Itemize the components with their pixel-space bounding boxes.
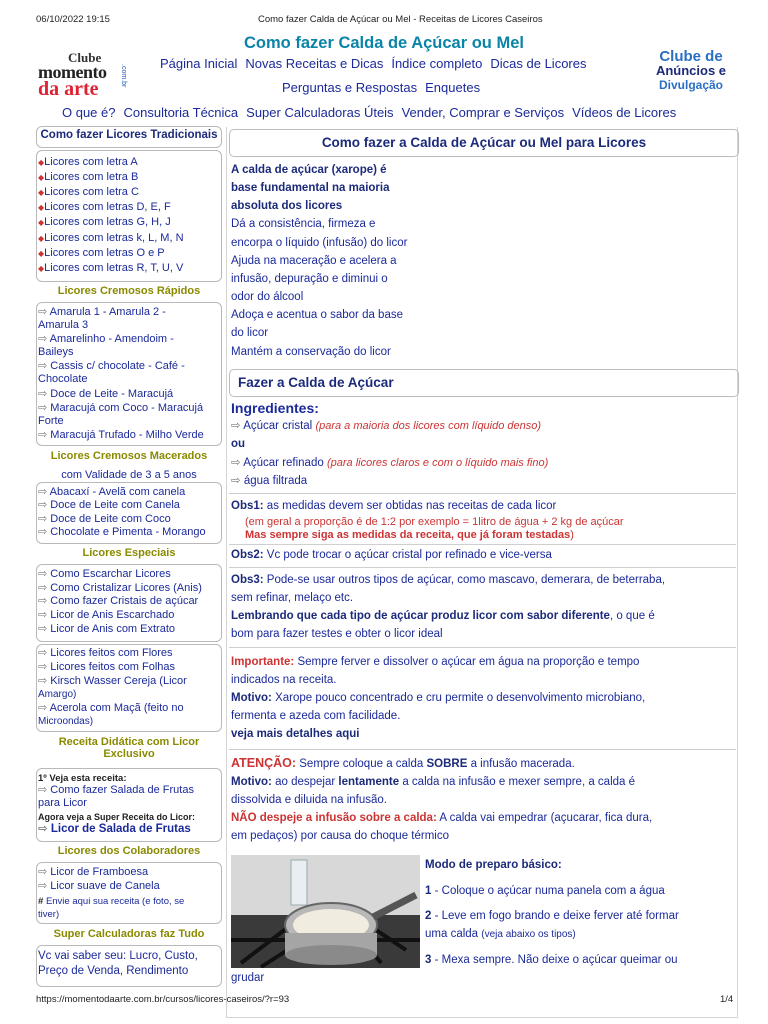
sidebar-calc-title: Super Calculadoras faz Tudo (53, 928, 205, 940)
sidebar-item-flores[interactable] (38, 647, 173, 660)
sidebar-item-label: Licores com letras O e P (44, 247, 165, 259)
motivo2-lentamente: lentamente (338, 776, 400, 788)
step-3-line2: grudar (231, 972, 265, 984)
sidebar-item-escarchar[interactable] (38, 568, 171, 581)
sidebar-item-label: Como Cristalizar Licores (Anis) (50, 582, 202, 594)
sidebar-item-label: Microondas) (38, 716, 94, 727)
obs3-text: Pode-se usar outros tipos de açúcar, como mascavo, demerara, de beterraba, (266, 574, 666, 586)
nao-despeje (231, 810, 652, 827)
arrow-right-icon: ⇨ (38, 306, 50, 318)
sidebar-item-label: Licor de Anis com Extrato (50, 623, 176, 635)
sidebar-item-label: Licor suave de Canela (50, 880, 160, 892)
intro-line: Ajuda na maceração e acelera a (231, 255, 397, 267)
arrow-right-icon: ⇨ (38, 784, 51, 796)
obs1-emphasis: Mas sempre siga as medidas da receita, que já foram testadas) (245, 529, 574, 541)
intro-line: do licor (231, 327, 269, 339)
nav-link-about[interactable]: O que é? (62, 105, 116, 120)
section-header-calda: Fazer a Calda de Açúcar (229, 369, 739, 397)
arrow-right-icon: ⇨ (38, 647, 51, 659)
sidebar-item-label: Forte (38, 415, 64, 427)
main-header-title: Como fazer a Calda de Açúcar ou Mel para Licores (229, 129, 739, 157)
sidebar-cremosos-rapidos-title: Licores Cremosos Rápidos (57, 285, 201, 297)
sidebar-traditional-title[interactable]: Como fazer Licores Tradicionais (40, 129, 218, 141)
sidebar-item-label: Licores com letras G, H, J (44, 216, 171, 228)
importante-text: Sempre ferver e dissolver o açúcar em água na proporção e tempo (297, 656, 640, 668)
sidebar-item-label: Doce de Leite com Canela (50, 499, 180, 511)
nav-row-2 (282, 80, 488, 95)
print-datetime: 06/10/2022 19:15 (36, 14, 110, 25)
nav-link-index[interactable]: Índice completo (391, 56, 483, 71)
sidebar-item-label: Amarula 1 - Amarula 2 - (49, 306, 166, 318)
atencao-label: ATENÇÃO: (231, 756, 297, 770)
step-text: uma calda (425, 928, 479, 940)
sidebar-item-label: Amargo) (38, 689, 77, 700)
nav-row-3 (62, 105, 684, 120)
arrow-right-icon: ⇨ (231, 475, 244, 487)
lembrando-bold: Lembrando que cada tipo de açúcar produz licor com sabor diferente (231, 610, 610, 622)
ingredients-title: Ingredientes: (231, 400, 319, 416)
sidebar-item-letters-op[interactable] (38, 247, 165, 260)
sidebar-item-label: Chocolate (38, 373, 88, 385)
sidebar-item-label: Amarula 3 (38, 319, 89, 331)
bullet-icon: ◆ (38, 158, 45, 167)
sidebar-item-folhas[interactable] (38, 661, 175, 674)
atencao-text: Sempre coloque a calda (299, 758, 424, 770)
sidebar-especiais-title: Licores Especiais (82, 547, 176, 559)
motivo2-text: ao despejar (275, 776, 336, 788)
obs1-bold: Mas sempre siga as medidas da receita, que já foram testadas (245, 529, 571, 541)
arrow-right-icon: ⇨ (38, 661, 51, 673)
motivo2-label: Motivo: (231, 776, 272, 788)
ingredient-name: Açúcar cristal (243, 420, 313, 432)
sidebar-item-label: Licores com letra A (44, 156, 138, 168)
step-2-line2 (425, 926, 576, 943)
arrow-right-icon: ⇨ (38, 360, 51, 372)
sidebar-item-abacaxi[interactable] (38, 486, 185, 499)
step-1 (425, 883, 665, 900)
bullet-icon: ◆ (38, 234, 45, 243)
sidebar-item-label: tiver) (38, 909, 60, 920)
sidebar-item-letters-rtuv[interactable] (38, 262, 183, 275)
sidebar-item-label: Maracujá com Coco - Maracujá (50, 402, 204, 414)
site-title[interactable]: Como fazer Calda de Açúcar ou Mel (244, 34, 524, 52)
arrow-right-icon: ⇨ (38, 429, 51, 441)
obs1-text: as medidas devem ser obtidas nas receitas de cada licor (266, 500, 557, 512)
sidebar-item-amarula[interactable] (38, 306, 220, 332)
intro-bold-line3: absoluta dos licores (231, 200, 343, 212)
arrow-right-icon: ⇨ (38, 823, 51, 835)
arrow-right-icon: ⇨ (38, 486, 50, 498)
sidebar-item-licor-salada[interactable] (38, 823, 191, 836)
sidebar-item-maracuja-coco[interactable] (38, 402, 220, 428)
step-2 (425, 908, 679, 925)
motivo2-text-end: a calda na infusão e mexer sempre, a calda é (402, 776, 636, 788)
sidebar-didatica-step1: 1º Veja esta receita: (38, 773, 127, 784)
sidebar-item-anis-extrato[interactable] (38, 623, 175, 636)
sidebar-didatica-title (36, 736, 222, 760)
sidebar-item-label: Amarelinho - Amendoim - (49, 333, 174, 345)
arrow-right-icon: ⇨ (38, 675, 51, 687)
sidebar-item-label: Abacaxí - Avelã com canela (49, 486, 186, 498)
bullet-icon: ◆ (38, 249, 45, 258)
nav-link-videos[interactable]: Vídeos de Licores (572, 105, 677, 120)
nao-despeje-label: NÃO despeje a infusão sobre a calda: (231, 812, 437, 824)
sidebar-item-salada-frutas[interactable] (38, 784, 220, 810)
sidebar-item-chocolate-pimenta[interactable] (38, 526, 206, 539)
divider (229, 544, 736, 545)
nav-link-tips[interactable]: Dicas de Licores (490, 56, 587, 71)
sidebar-item-label: Licores com letras k, L, M, N (44, 232, 184, 244)
intro-line: infusão, depuração e diminui o (231, 273, 388, 285)
logo-clube-text: Clube (68, 50, 102, 65)
step-number: 2 (425, 910, 432, 922)
motivo2 (231, 774, 635, 791)
nav-link-polls[interactable]: Enquetes (425, 80, 481, 95)
sidebar-item-letters-def[interactable] (38, 201, 171, 214)
pan-syrup-photo (231, 855, 420, 968)
sidebar-item-anis-escarchado[interactable] (38, 609, 174, 622)
obs1 (231, 498, 556, 515)
intro-line: odor do álcool (231, 291, 304, 303)
obs3-label: Obs3: (231, 574, 264, 586)
lembrando-rest: , o que é (609, 610, 655, 622)
ingredient-name: água filtrada (243, 475, 308, 487)
sidebar-item-label: Doce de Leite - Maracujá (50, 388, 174, 400)
modo-preparo-title: Modo de preparo básico: (425, 859, 562, 871)
arrow-right-icon: ⇨ (38, 623, 51, 635)
arrow-right-icon: ⇨ (38, 513, 51, 525)
classifieds-logo-line2: Anúncios e (655, 63, 727, 78)
sidebar-item-letter-a[interactable] (38, 156, 138, 169)
sidebar-item-label: Licor de Salada de Frutas (50, 823, 191, 835)
ingredient-or: ou (231, 438, 246, 450)
classifieds-logo-line1: Clube de (659, 48, 723, 65)
nav-link-news[interactable]: Novas Receitas e Dicas (245, 56, 384, 71)
divider (229, 567, 736, 568)
arrow-right-icon: ⇨ (231, 420, 244, 432)
veja-mais-link[interactable]: veja mais detalhes aqui (231, 728, 360, 740)
sidebar-item-letters-ghj[interactable] (38, 216, 171, 229)
sidebar-item-letter-b[interactable] (38, 171, 138, 184)
arrow-right-icon: ⇨ (38, 702, 50, 714)
sidebar-item-label: Baileys (38, 346, 74, 358)
arrow-right-icon: ⇨ (231, 457, 244, 469)
intro-bold-line1: A calda de açúcar (xarope) é (231, 164, 387, 176)
arrow-right-icon: ⇨ (38, 526, 51, 538)
obs3-line2: sem refinar, melaço etc. (231, 592, 354, 604)
classifieds-logo[interactable] (646, 50, 736, 92)
bullet-icon: ◆ (38, 203, 45, 212)
ingredient-acucar-refinado (231, 455, 548, 472)
arrow-right-icon: ⇨ (38, 595, 51, 607)
classifieds-logo-line3: Divulgação (658, 78, 724, 92)
step-text: - Mexa sempre. Não deixe o açúcar queimar ou (434, 954, 678, 966)
sidebar-item-framboesa[interactable] (38, 866, 148, 879)
sidebar-item-label: Como fazer Salada de Frutas (50, 784, 194, 796)
step-number: 1 (425, 885, 432, 897)
sidebar-didatica-title-line1: Receita Didática com Licor (58, 736, 200, 748)
step-note: (veja abaixo os tipos) (481, 929, 576, 940)
obs2-text: Vc pode trocar o açúcar cristal por refinado e vice-versa (266, 549, 552, 561)
atencao (231, 755, 575, 773)
step-3 (425, 952, 678, 969)
step-text: - Leve em fogo brando e deixe ferver até formar (434, 910, 679, 922)
obs3 (231, 572, 665, 589)
sidebar-item-cassis[interactable] (38, 360, 220, 386)
sidebar-item-label: Licores com letra B (44, 171, 139, 183)
sidebar-item-doce-leite-coco[interactable] (38, 513, 171, 526)
intro-line: Dá a consistência, firmeza e (231, 218, 376, 230)
intro-line: Adoça e acentua o sabor da base (231, 309, 403, 321)
motivo-label: Motivo: (231, 692, 272, 704)
sidebar-item-label: Cassis c/ chocolate - Café - (50, 360, 185, 372)
sidebar-item-doce-de-leite[interactable] (38, 388, 220, 401)
arrow-right-icon: ⇨ (38, 609, 51, 621)
sidebar-didatica-step2: Agora veja a Super Receita do Licor: (38, 812, 196, 822)
importante-line2: indicados na receita. (231, 674, 337, 686)
sidebar-item-calc[interactable] (38, 949, 220, 979)
sidebar-didatica-title-line2: Exclusivo (103, 748, 155, 760)
ingredient-acucar-cristal (231, 418, 541, 435)
sidebar-item-label: Licor de Framboesa (50, 866, 149, 878)
sidebar-item-canela[interactable] (38, 880, 160, 893)
arrow-right-icon: ⇨ (38, 880, 51, 892)
intro-bold-line2: base fundamental na maioria (231, 182, 390, 194)
importante (231, 654, 639, 671)
sidebar-item-label: Maracujá Trufado - Milho Verde (50, 429, 204, 441)
step-number: 3 (425, 954, 432, 966)
sidebar-macerados-title: Licores Cremosos Macerados (50, 450, 208, 462)
divider (229, 647, 736, 648)
sidebar-item-kirsch[interactable] (38, 675, 220, 701)
lembrando-line2: bom para fazer testes e obter o licor ideal (231, 628, 443, 640)
print-title: Como fazer Calda de Açúcar ou Mel - Receitas de Licores Caseiros (258, 14, 543, 25)
sidebar-item-label: Acerola com Maçã (feito no (49, 702, 184, 714)
lembrando (231, 608, 655, 625)
obs1-note: (em geral a proporção é de 1:2 por exemplo = 1litro de água + 2 kg de açúcar (245, 516, 624, 528)
intro-line: Mantém a conservação do licor (231, 346, 391, 358)
nav-link-consulting[interactable]: Consultoria Técnica (123, 105, 239, 120)
bullet-icon: ◆ (38, 173, 45, 182)
sidebar-item-label: para Licor (38, 797, 87, 809)
hash-icon: # (38, 896, 46, 907)
sidebar-item-label: Envie aqui sua receita (e foto, se (45, 896, 185, 907)
sidebar-item-letters-klmn[interactable] (38, 232, 184, 245)
arrow-right-icon: ⇨ (38, 568, 51, 580)
sidebar-item-label: Chocolate e Pimenta - Morango (50, 526, 206, 538)
sidebar-item-envie-receita[interactable] (38, 895, 220, 921)
motivo (231, 690, 645, 707)
sidebar-item-label: Como fazer Cristais de açúcar (50, 595, 199, 607)
bullet-icon: ◆ (38, 218, 45, 227)
ingredient-agua (231, 473, 307, 490)
logo-arte-text: da arte (38, 78, 99, 100)
sidebar-item-label: Licores feitos com Folhas (50, 661, 175, 673)
arrow-right-icon: ⇨ (38, 582, 51, 594)
pan-syrup-illustration (231, 855, 420, 968)
bullet-icon: ◆ (38, 188, 45, 197)
print-url: https://momentodaarte.com.br/cursos/licores-caseiros/?r=93 (36, 994, 290, 1005)
motivo-text: Xarope pouco concentrado e cru permite o desenvolvimento microbiano, (275, 692, 646, 704)
sidebar-item-maracuja-trufado[interactable] (38, 429, 220, 442)
obs2-label: Obs2: (231, 549, 264, 561)
step-text: - Coloque o açúcar numa panela com a água (434, 885, 665, 897)
sidebar-item-acerola[interactable] (38, 702, 220, 728)
sidebar-item-cristalizar[interactable] (38, 582, 202, 595)
sidebar-item-cristais[interactable] (38, 595, 198, 608)
divider (229, 749, 736, 750)
nao-despeje-text: A calda vai empedrar (açucarar, fica dura, (439, 812, 653, 824)
sidebar-item-label: Preço de Venda, Rendimento (38, 965, 189, 977)
motivo-line2: fermenta e azeda com facilidade. (231, 710, 401, 722)
sidebar-item-doce-leite-canela[interactable] (38, 499, 180, 512)
arrow-right-icon: ⇨ (38, 866, 51, 878)
intro-line: encorpa o líquido (infusão) do licor (231, 237, 408, 249)
sidebar-item-label: Licor de Anis Escarchado (50, 609, 175, 621)
ingredient-name: Açúcar refinado (243, 457, 324, 469)
site-logo[interactable] (36, 50, 132, 98)
atencao-sobre: SOBRE (426, 758, 468, 770)
sidebar-item-label: Como Escarchar Licores (50, 568, 171, 580)
bullet-icon: ◆ (38, 264, 45, 273)
sidebar-item-label: Kirsch Wasser Cereja (Licor (50, 675, 187, 687)
ingredient-note: (para a maioria dos licores com líquido denso) (315, 420, 542, 432)
obs1-label: Obs1: (231, 500, 264, 512)
nav-row-1 (160, 56, 595, 71)
nav-link-marketplace[interactable]: Vender, Comprar e Serviços (401, 105, 565, 120)
nav-link-calculators[interactable]: Super Calculadoras Úteis (246, 105, 394, 120)
ingredient-note: (para licores claros e com o líquido mais fino) (326, 457, 549, 469)
logo-domain-text: .com.br (120, 64, 127, 88)
logo-momento-text: momento (38, 62, 107, 82)
sidebar-item-label: Licores com letras R, T, U, V (44, 262, 184, 274)
sidebar-item-label: Licores feitos com Flores (50, 647, 173, 659)
sidebar-item-label: Licores com letra C (44, 186, 139, 198)
sidebar-colab-title: Licores dos Colaboradores (57, 845, 201, 857)
sidebar-item-letter-c[interactable] (38, 186, 139, 199)
nav-link-home[interactable]: Página Inicial (160, 56, 238, 71)
sidebar-item-amarelinho[interactable] (38, 333, 220, 359)
divider (229, 493, 736, 494)
sidebar-macerados-subtitle: com Validade de 3 a 5 anos (61, 469, 197, 481)
nav-link-faq[interactable]: Perguntas e Respostas (282, 80, 418, 95)
arrow-right-icon: ⇨ (38, 402, 51, 414)
print-page-number: 1/4 (720, 994, 734, 1005)
sidebar-item-label: Licores com letras D, E, F (44, 201, 171, 213)
sidebar-item-label: Doce de Leite com Coco (50, 513, 171, 525)
nao-despeje-line2: em pedaços) por causa do choque térmico (231, 830, 449, 842)
importante-label: Importante: (231, 656, 295, 668)
sidebar-item-label: Vc vai saber seu: Lucro, Custo, (38, 950, 198, 962)
atencao-text-end: a infusão macerada. (470, 758, 575, 770)
arrow-right-icon: ⇨ (38, 388, 51, 400)
motivo2-line2: dissolvida e diluida na infusão. (231, 794, 387, 806)
arrow-right-icon: ⇨ (38, 333, 50, 345)
obs2 (231, 547, 552, 564)
arrow-right-icon: ⇨ (38, 499, 51, 511)
